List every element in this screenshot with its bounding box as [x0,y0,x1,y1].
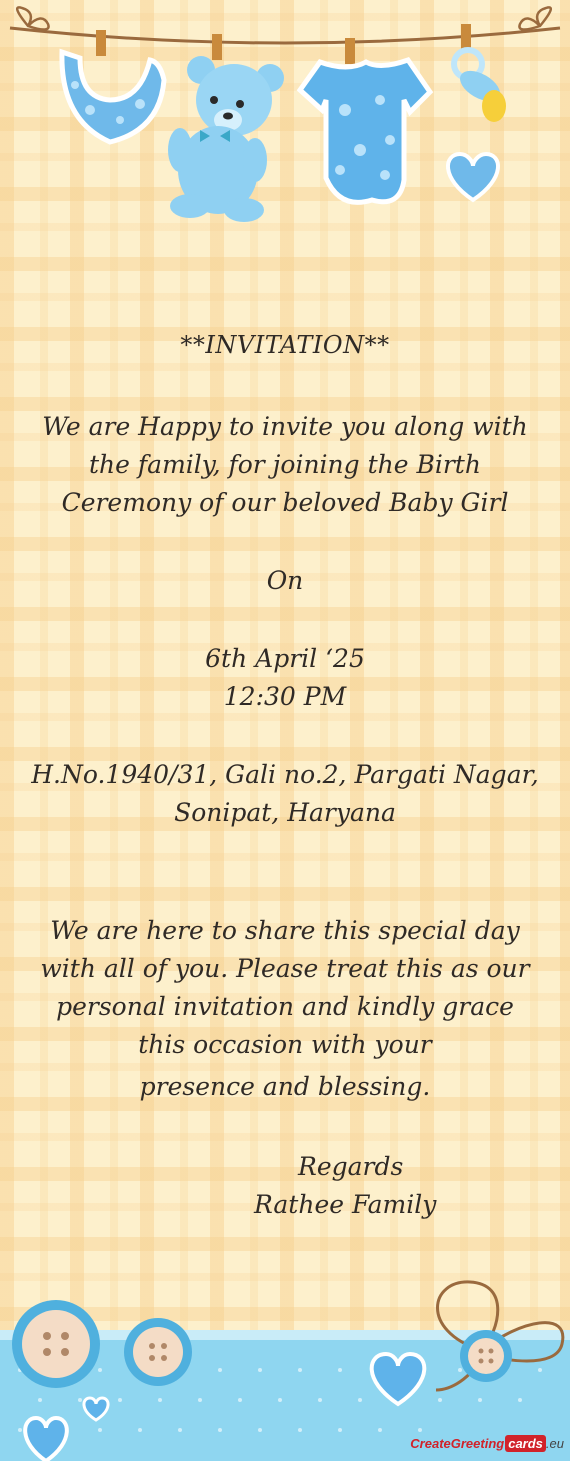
event-address: H.No.1940/31, Gali no.2, Pargati Nagar, Sonipat, Haryana [31,760,539,827]
on-label: On [266,566,304,595]
bottom-decoration [0,1270,570,1461]
brand-name-part1: CreateGreeting [410,1436,505,1451]
signature-text: Rathee Family [254,1190,437,1219]
clothesline-decoration [0,0,570,240]
clothesline-icon [10,7,560,43]
button-icon [12,1300,100,1388]
brand-logo [410,1436,564,1451]
share-message: We are here to share this special day with all of you. Please treat this as our personal invitation and kindly grace this occasion with your [40,916,530,1059]
pacifier-icon [454,24,506,122]
brand-name-part2: cards [505,1435,546,1452]
heart-icon [448,154,498,200]
event-date: 6th April ‘25 [205,644,365,673]
onesie-icon [300,38,430,202]
teddy-bear-icon [168,34,284,222]
event-time: 12:30 PM [223,682,347,711]
intro-message: We are Happy to invite you along with the family, for joining the Birth Ceremony of our beloved Baby Girl [42,412,528,517]
share-message-end: presence and blessing. [139,1072,431,1101]
invitation-heading: **INVITATION** [180,331,390,359]
button-icon [124,1318,192,1386]
brand-name-part3: .eu [545,1436,564,1451]
bib-icon [62,30,164,142]
regards-text: Regards [298,1152,404,1181]
